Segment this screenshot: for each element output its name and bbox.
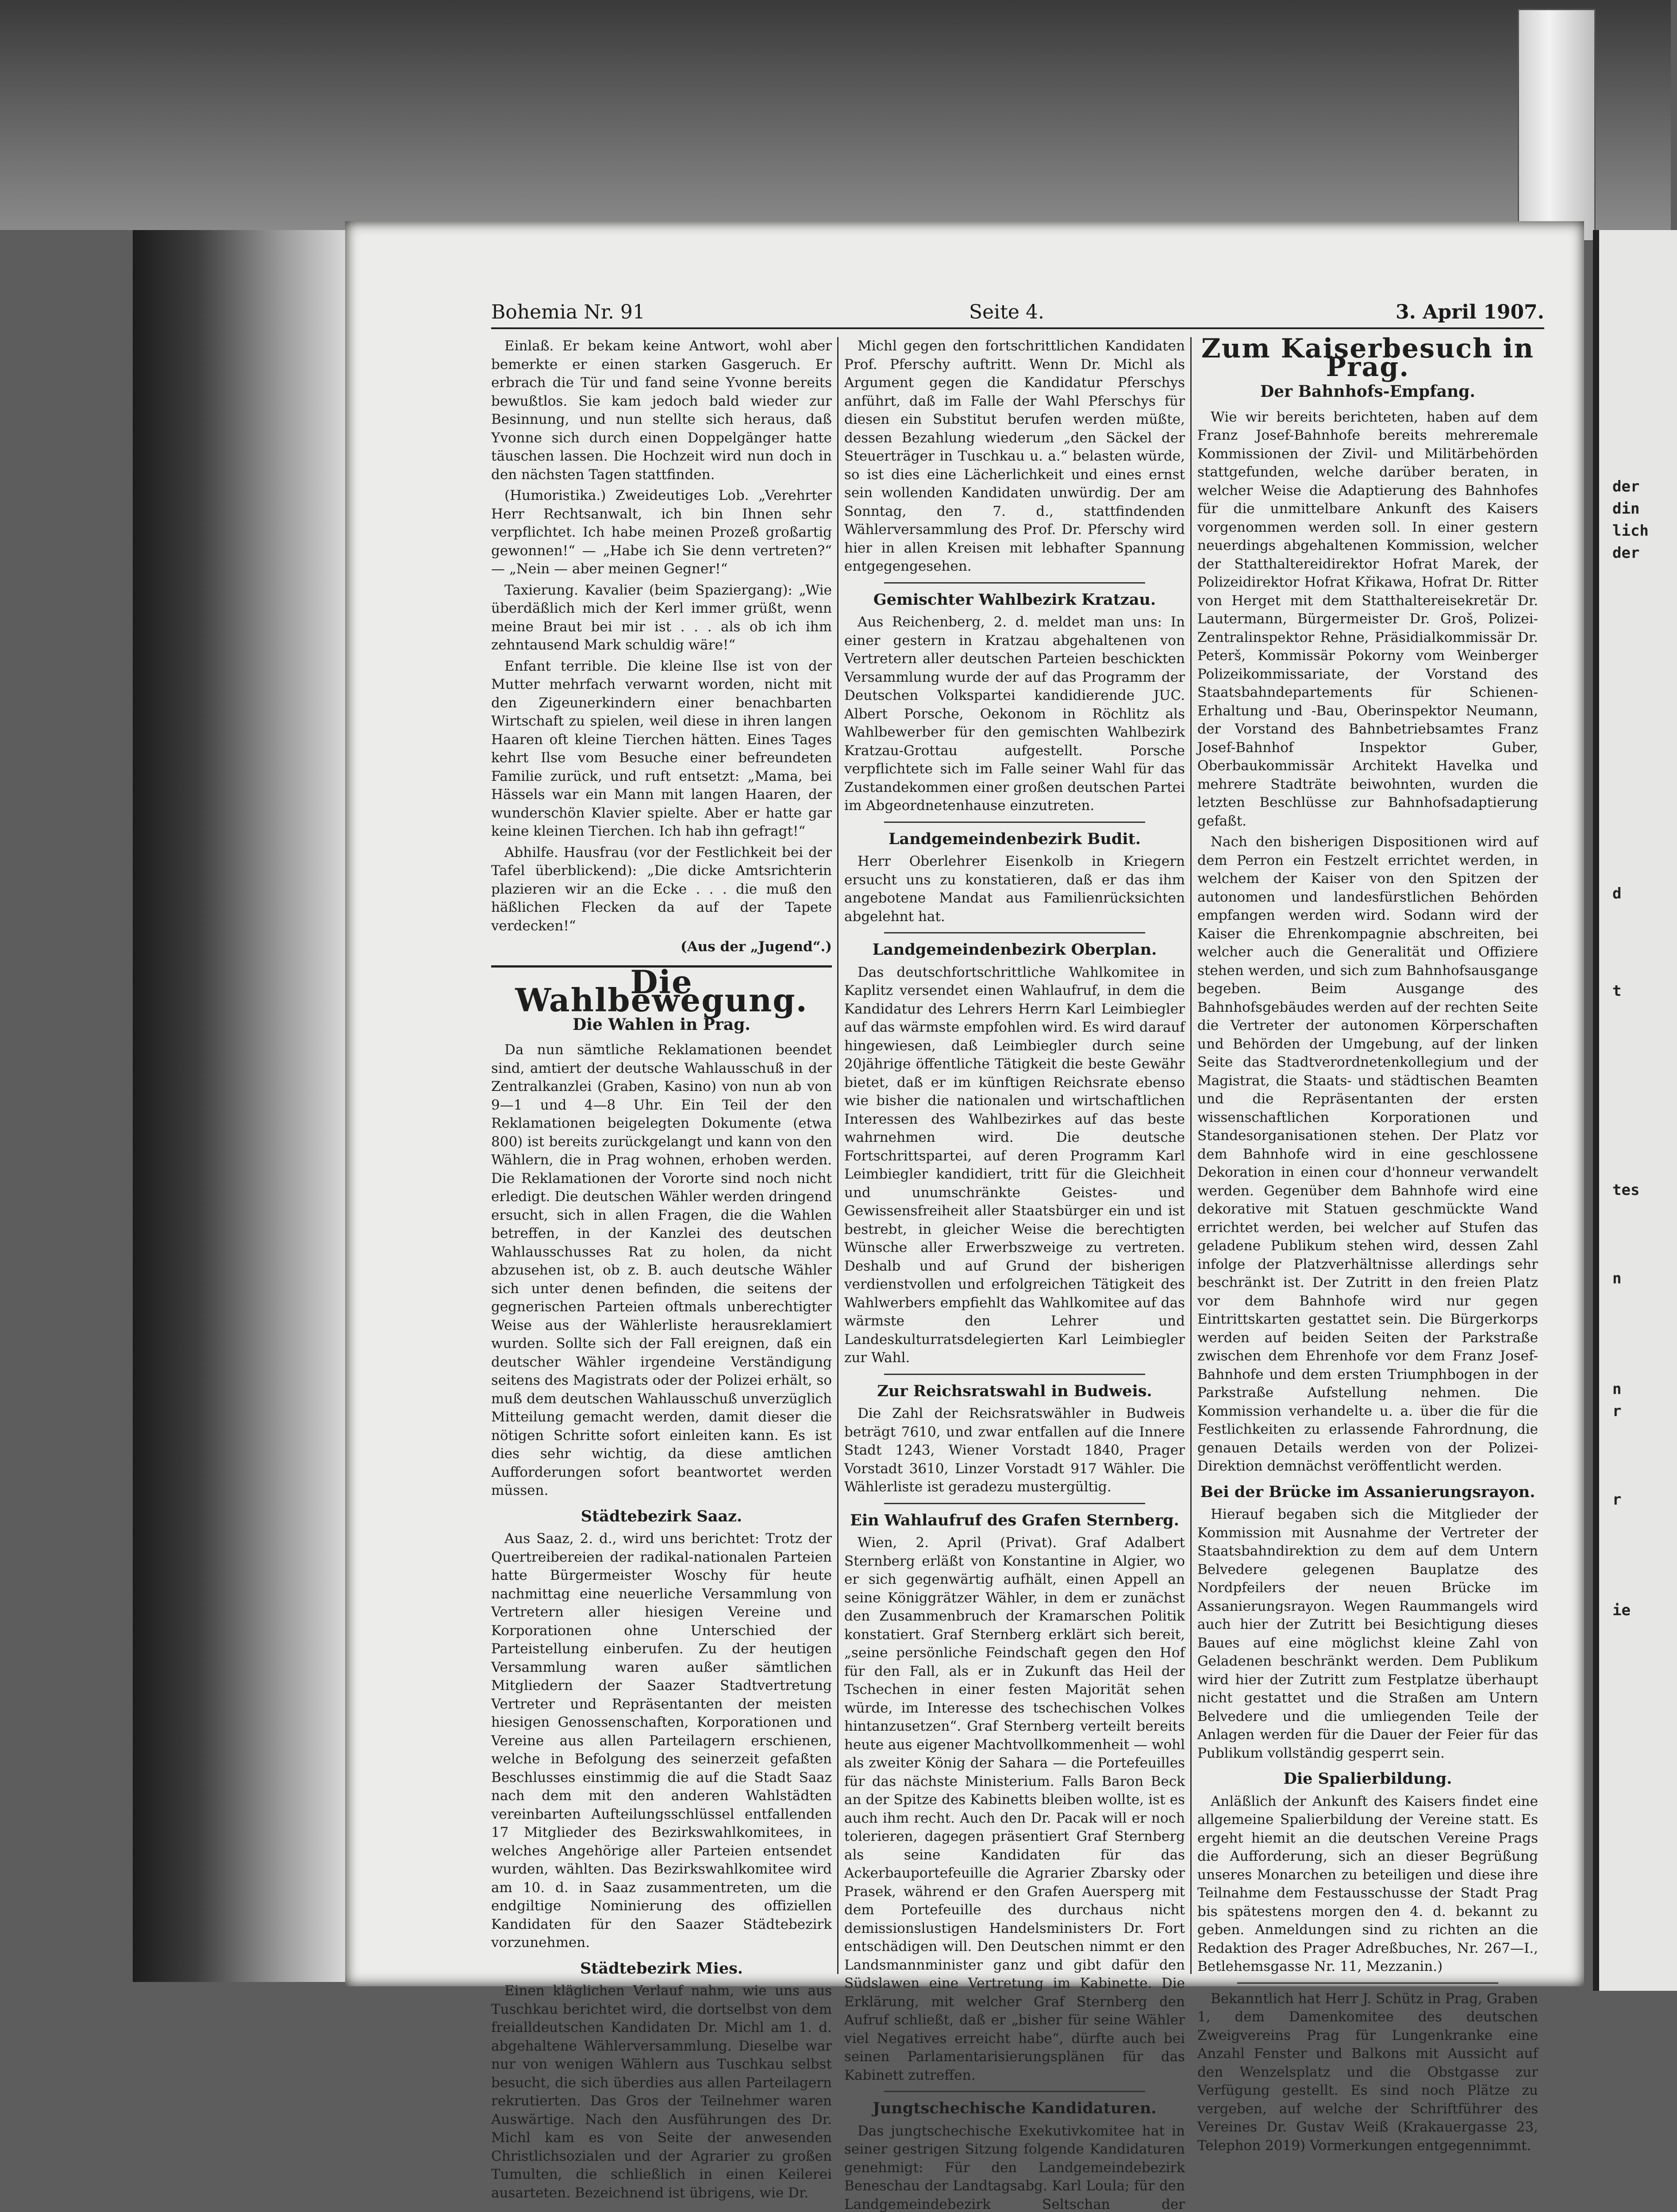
article-heading: Landgemeindenbezirk Oberplan. xyxy=(844,941,1185,959)
text-fragment: ie xyxy=(1612,1601,1631,1619)
article-heading: Zur Reichsratswahl in Budweis. xyxy=(844,1382,1185,1401)
column-1 xyxy=(491,337,832,1983)
paragraph: Herr Oberlehrer Eisenkolb in Kriegern ersucht uns zu konstatieren, daß er das ihm angebotene Mandat aus Familienrücksichten abgelehnt hat. xyxy=(844,853,1185,926)
text-fragment: n xyxy=(1612,1270,1621,1287)
text-fragment: r xyxy=(1612,1402,1621,1420)
text-fragment: r xyxy=(1612,1491,1621,1509)
source-note: (Aus der „Jugend“.) xyxy=(491,938,832,956)
article-heading: Ein Wahlaufruf des Grafen Sternberg. xyxy=(844,1511,1185,1530)
paragraph: Das deutschfortschrittliche Wahlkomitee in Kaplitz versendet einen Wahlaufruf, in dem die Kandidatur des Lehrers Herrn Karl Leimbiegler auf das wärmste empfohlen wird. Es wird darauf hingewiesen, daß Leimbiegler durch seine 20jährige öffentliche Tätigkeit die beste Gewähr bietet, daß er im künftigen Reichsrate ebenso wie bisher die nationalen und wirtschaftlichen Interessen des Wahlbezirkes auf das beste wahrnehmen wird. Die deutsche Fortschrittspartei, auf deren Programm Karl Leimbiegler kandidiert, tritt für die Gleichheit und unumschränkte Geistes- und Gewissensfreiheit aller Staatsbürger ein und ist bestrebt, in gleicher Weise die berechtigten Wünsche aller Erwerbszweige zu vertreten. Deshalb und auf Grund der bisherigen verdienstvollen und erfolgreichen Tätigkeit des Wahlwerbers empfiehlt das Wahlkomitee auf das wärmste den Lehrer und Landeskulturratsdelegierten Karl Leimbiegler zur Wahl. xyxy=(844,964,1185,1367)
section-title: Die Wahlbewegung. xyxy=(491,965,832,1010)
paragraph: Enfant terrible. Die kleine Ilse ist von der Mutter mehrfach verwarnt worden, nicht mit den Zigeunerkindern einer benachbarten Wirtschaft zu spielen, weil diese in ihren langen Haaren oft kleine Tierchen hätten. Eines Tages kehrt Ilse vom Besuche einer befreundeten Familie zurück, und ruft entsetzt: „Mama, bei Hässels war ein Mann mit langen Haaren, der wunderschön Klavier spielte. Aber er hatte gar keine kleinen Tierchen. Ich hab ihn gefragt!“ xyxy=(491,657,832,841)
divider xyxy=(884,2091,1145,2092)
article-heading: Der Bahnhofs-Empfang. xyxy=(1197,383,1538,401)
paragraph: Bekanntlich hat Herr J. Schütz in Prag, Graben 1, dem Damenkomitee des deutschen Zweigvereins Prag für Lungenkranke eine Anzahl Fenster und Balkons mit Aussicht auf den Wenzelsplatz und die Obstgasse zur Verfügung gestellt. Es sind noch Plätze zu vergeben, auf welche der Schriftführer des Vereines Dr. Gustav Weiß (Krakauergasse 23, Telephon 2019) Vormerkungen entgegennimmt. xyxy=(1197,1990,1538,2155)
article-heading: Bei der Brücke im Assanierungsrayon. xyxy=(1197,1483,1538,1502)
divider xyxy=(884,1374,1145,1375)
paragraph: Das jungtschechische Exekutivkomitee hat in seiner gestrigen Sitzung folgende Kandidaturen genehmigt: Für den Landgemeindebezirk Beneschau der Landtagsabg. Karl Loula; für den Landgemeindebezirk Seltschan der xyxy=(844,2122,1185,2212)
scan-background xyxy=(0,0,1671,230)
book-spine xyxy=(133,230,345,1982)
article-heading: Jungtschechische Kandidaturen. xyxy=(844,2099,1185,2118)
newspaper-page xyxy=(345,221,1584,1986)
paragraph: Wie wir bereits berichteten, haben auf dem Franz Josef-Bahnhofe bereits mehreremale Kommissionen der Zivil- und Militärbehörden stattgefunden, welche darüber beraten, in welcher Weise die Adaptierung des Bahnhofes für die unmittelbare Ankunft des Kaisers vorgenommen werden soll. In einer gestern neuerdings abgehaltenen Kommission, welcher der Statthaltereidirektor Hofrat Marek, der Polizeidirektor Hofrat Křikawa, Hofrat Dr. Ritter von Herget mit dem Statthaltereisekretär Dr. Lautermann, Bürgermeister Dr. Groš, Polizei-Zentralinspektor Rehne, Präsidialkommissär Dr. Peterš, Kommissär Pokorny vom Weinberger Polizeikommissariate, der Vorstand des Staatsbahndepartements für Schienen-Erhaltung und -Bau, Oberinspektor Neumann, der Vorstand des Bahnbetriebsamtes Franz Josef-Bahnhof Inspektor Guber, Oberbaukommissär Architekt Havelka und mehrere Stadträte beiwohnten, wurden die letzten Beschlüsse zur Bahnhofsadaptierung gefaßt. xyxy=(1197,408,1538,831)
divider xyxy=(884,1503,1145,1504)
paragraph: Einen kläglichen Verlauf nahm, wie uns aus Tuschkau berichtet wird, die dortselbst von dem freialldeutschen Kandidaten Dr. Michl am 1. d. abgehaltene Wählerversammlung. Dieselbe war nur von wenigen Wählern aus Tuschkau selbst besucht, die sich überdies aus allen Parteilagern rekrutierten. Das Gros der Teilnehmer waren Auswärtige. Nach den Ausführungen des Dr. Michl kam es von Seite der anwesenden Christlichsozialen und der Agrarier zu großen Tumulten, die schließlich in einen Keilerei ausarteten. Bezeichnend ist übrigens, wie Dr. xyxy=(491,1982,832,2202)
divider xyxy=(1237,1982,1498,1984)
text-fragment: d xyxy=(1612,885,1621,902)
column-rule xyxy=(837,337,838,1974)
paragraph: Abhilfe. Hausfrau (vor der Festlichkeit bei der Tafel überblickend): „Die dicke Amtsrichterin plazieren wir an die Ecke . . . die muß den häßlichen Flecken da auf der Tapete verdecken!“ xyxy=(491,844,832,936)
paragraph: Aus Reichenberg, 2. d. meldet man uns: In einer gestern in Kratzau abgehaltenen von Vertretern aller deutschen Parteien beschickten Versammlung wurde der auf das Programm der Deutschen Volkspartei kandidierende JUC. Albert Porsche, Oekonom in Röchlitz als Wahlbewerber für den gemischten Wahlbezirk Kratzau-Grottau aufgestellt. Porsche verpflichtete sich im Falle seiner Wahl für das Zustandekommen einer großen deutschen Partei im Abgeordnetenhause einzutreten. xyxy=(844,613,1185,815)
divider xyxy=(884,822,1145,823)
paragraph: Einlaß. Er bekam keine Antwort, wohl aber bemerkte er einen starken Gasgeruch. Er erbrach die Tür und fand seine Yvonne bereits bewußtlos. Sie kam jedoch bald wieder zur Besinnung, und nun stellte sich heraus, daß Yvonne sich durch einen Doppelgänger hatte täuschen lassen. Die Hochzeit wird nun doch in den nächsten Tagen stattfinden. xyxy=(491,337,832,484)
paragraph: Nach den bisherigen Dispositionen wird auf dem Perron ein Festzelt errichtet werden, in welchem der Kaiser von den Spitzen der autonomen und landesfürstlichen Behörden empfangen werden wird. Sodann wird der Kaiser die Ehrenkompagnie abschreiten, bei welcher auch die Generalität und Offiziere stehen werden, und sich zum Bahnhofsausgange begeben. Beim Ausgange des Bahnhofsgebäudes werden auf der rechten Seite die Vertreter der autonomen Körperschaften und Behörden der Umgebung, auf der linken Seite das Stadtverordnetenkollegium und der Magistrat, die Staats- und städtischen Beamten und die Repräsentanten der ersten wissenschaftlichen Korporationen und Standesorganisationen stehen. Der Platz vor dem Bahnhofe wird in eine geschlossene Dekoration in einen cour d'honneur verwandelt werden. Gegenüber dem Bahnhofe wird eine dekorative mit Statuen geschmückte Wand errichtet werden, bei welcher auf Stufen das geladene Publikum stehen wird, dessen Zahl infolge der Platzverhältnisse allerdings sehr beschränkt ist. Der Zutritt in den freien Platz vor dem Bahnhofe wird nur gegen Eintrittskarten gestattet sein. Die Bürgerkorps werden auf beiden Seiten der Parkstraße zwischen dem Ehrenhofe vor dem Franz Josef-Bahnhofe und dem ersten Triumphbogen in der Parkstraße Aufstellung nehmen. Die Kommission verhandelte u. a. über die für die Festlichkeiten zu erlassende Fahrordnung, die genauen Details werden von der Polizei-Direktion demnächst veröffentlicht werden. xyxy=(1197,833,1538,1476)
text-fragment: n xyxy=(1612,1380,1621,1398)
column-2 xyxy=(844,337,1185,1983)
text-fragment: lich xyxy=(1612,522,1649,540)
article-heading: Die Spalierbildung. xyxy=(1197,1770,1538,1788)
article-heading: Gemischter Wahlbezirk Kratzau. xyxy=(844,591,1185,609)
masthead: Bohemia Nr. 91 xyxy=(491,301,645,323)
page-number: Seite 4. xyxy=(969,301,1044,323)
text-fragment: tes xyxy=(1612,1181,1639,1199)
paragraph: (Humoristika.) Zweideutiges Lob. „Verehrter Herr Rechtsanwalt, ich bin Ihnen sehr verpflichtet. Ich habe meinen Prozeß großartig gewonnen!“ — „Habe ich Sie denn vertreten?“ — „Nein — aber meinen Gegner!“ xyxy=(491,487,832,579)
text-fragment: din xyxy=(1612,500,1639,518)
text-fragment: der xyxy=(1612,544,1639,562)
article-heading: Städtebezirk Saaz. xyxy=(491,1507,832,1526)
divider xyxy=(884,932,1145,933)
divider xyxy=(884,582,1145,584)
text-fragment: t xyxy=(1612,982,1621,1000)
paragraph: Michl gegen den fortschrittlichen Kandidaten Prof. Pferschy auftritt. Wenn Dr. Michl als Argument gegen die Kandidatur Pferschys anführt, daß im Falle der Wahl Pferschys für diesen ein Substitut berufen werden müßte, dessen Bezahlung wiederum „den Säckel der Steuerträger in Tuschkau u. a.“ belasten würde, so ist dies eine Lächerlichkeit und eines ernst sein wollenden Kandidaten unwürdig. Der am Sonntag, den 7. d., stattfindenden Wählerversammlung des Prof. Dr. Pferschy wird hier in allen Kreisen mit lebhafter Spannung entgegengesehen. xyxy=(844,337,1185,576)
paragraph: Wien, 2. April (Privat). Graf Adalbert Sternberg erläßt von Konstantine in Algier, wo er sich gegenwärtig aufhält, einen Appell an seine Königgrätzer Wähler, in dem er zunächst den Zusammenbruch der Kramarschen Politik konstatiert. Graf Sternberg erklärt sich bereit, „seine persönliche Feindschaft gegen den Hof für den Fall, als er in Zukunft das Heil der Tschechen in einer festen Majorität sehen würde, im Interesse des tschechischen Volkes hintanzusetzen“. Graf Sternberg verteilt bereits heute aus eigener Machtvollkommenheit — wohl als zweiter König der Sahara — die Portefeuilles für das nächste Ministerium. Falls Baron Beck an der Spitze des Kabinetts bleiben wollte, ist es auch ihm recht. Auch den Dr. Pacak will er noch tolerieren, dagegen präsentiert Graf Sternberg als seine Kandidaten für das Ackerbauportefeuille die Agrarier Zbarsky oder Prasek, während er den Grafen Auersperg mit dem Portefeuille des durchaus nicht demissionslustigen Handelsministers Dr. Fort entschädigen will. Den Deutschen nimmt er den Landsmannminister ganz und gibt dafür den Südslawen eine Vertretung im Kabinette. Die Erklärung, mit welcher Graf Sternberg den Aufruf schließt, daß er „bisher für seine Wähler viel Negatives erreicht habe“, dürfte auch bei seinen Parlamentarisierungsplänen für das Kabinett zutreffen. xyxy=(844,1534,1185,2085)
paragraph: Aus Saaz, 2. d., wird uns berichtet: Trotz der Quertreibereien der radikal-nationalen Parteien hatte Bürgermeister Woschy für heute nachmittag eine neuerliche Versammlung von Vertretern aller hiesigen Vereine und Korporationen ohne Unterschied der Parteistellung einberufen. Zu der heutigen Versammlung waren außer sämtlichen Mitgliedern der Saazer Stadtvertretung Vertreter und Repräsentanten der meisten hiesigen Genossenschaften, Korporationen und Vereine aus allen Parteilagern erschienen, welche in Befolgung des seinerzeit gefaßten Beschlusses einstimmig die auf die Stadt Saaz nach dem mit den anderen Wahlstädten vereinbarten Aufteilungsschlüssel entfallenden 17 Mitglieder des Bezirkswahlkomitees, in welches Angehörige aller Parteien entsendet wurden, wählten. Das Bezirkswahlkomitee wird am 10. d. in Saaz zusammentreten, um die endgiltige Nominierung des offiziellen Kandidaten für den Saazer Städtebezirk vorzunehmen. xyxy=(491,1530,832,1952)
article-heading: Landgemeindenbezirk Budit. xyxy=(844,830,1185,849)
article-heading: Städtebezirk Mies. xyxy=(491,1959,832,1978)
text-fragment: der xyxy=(1612,478,1639,495)
article-heading: Die Wahlen in Prag. xyxy=(491,1016,832,1034)
column-3 xyxy=(1197,337,1538,1983)
paragraph: Die Zahl der Reichsratswähler in Budweis beträgt 7610, und zwar entfallen auf die Innere Stadt 1243, Wiener Vorstadt 1840, Prager Vorstadt 3610, Linzer Vorstadt 917 Wähler. Die Wählerliste ist geradezu mustergültig. xyxy=(844,1405,1185,1497)
paragraph: Hierauf begaben sich die Mitglieder der Kommission mit Ausnahme der Vertreter der Staatsbahndirektion zu dem auf dem Untern Belvedere gelegenen Bauplatze des Nordpfeilers der neuen Brücke im Assanierungsrayon. Wegen Raummangels wird auch hier der Zutritt bei Besichtigung dieses Baues auf eine möglichst kleine Zahl von Geladenen beschränkt werden. Dem Publikum wird hier der Zutritt zum Festplatze überhaupt nicht gestattet und die Straßen am Untern Belvedere und die umliegenden Teile der Anlagen werden für die Dauer der Feier für das Publikum vollständig gesperrt sein. xyxy=(1197,1505,1538,1763)
paragraph: Taxierung. Kavalier (beim Spaziergang): „Wie überdäßlich mich der Kerl immer grüßt, wenn meine Braut bei mir ist . . . als ob ich ihm zehntausend Mark schuldig wäre!“ xyxy=(491,581,832,655)
section-title: Zum Kaiserbesuch in Prag. xyxy=(1197,340,1538,376)
paragraph: Da nun sämtliche Reklamationen beendet sind, amtiert der deutsche Wahlausschuß in der Zentralkanzlei (Graben, Kasino) von nun ab von 9—1 und 4—8 Uhr. Ein Teil der den Reklamationen beigelegten Dokumente (etwa 800) ist bereits zurückgelangt und kann von den Wählern, die in Prag wohnen, erhoben werden. Die Reklamationen der Vororte sind noch nicht erledigt. Die deutschen Wähler werden dringend ersucht, sich in allen Fragen, die die Wahlen betreffen, in der Kanzlei des deutschen Wahlausschusses Rat zu holen, da nicht abzusehen ist, ob z. B. auch deutsche Wähler sich unter denen befinden, die seitens der gegnerischen Parteien oftmals unberechtigter Weise aus der Wählerliste herausreklamiert wurden. Sollte sich der Fall ereignen, daß ein deutscher Wähler irgendeine Verständigung seitens des Magistrats oder der Polizei erhält, so muß dem deutschen Wahlausschuß unverzüglich Mitteilung gemacht werden, damit dieser die nötigen Schritte sofort einleiten kann. Es ist dies sehr wichtig, da diese amtlichen Aufforderungen sofort beantwortet werden müssen. xyxy=(491,1041,832,1500)
paragraph: Anläßlich der Ankunft des Kaisers findet eine allgemeine Spalierbildung der Vereine statt. Es ergeht hiemit an die deutschen Vereine Prags die Aufforderung, sich an dieser Begrüßung unseres Monarchen zu beteiligen und diese ihre Teilnahme dem Festausschusse der Stadt Prag bis spätestens morgen den 4. d. bekannt zu geben. Anmeldungen sind zu richten an die Redaktion des Prager Adreßbuches, Nr. 267—I., Betlehemsgasse Nr. 11, Mezzanin.) xyxy=(1197,1793,1538,1976)
column-rule xyxy=(1190,337,1192,1974)
wooden-ruler xyxy=(1518,9,1596,242)
issue-date: 3. April 1907. xyxy=(1396,301,1544,323)
page-header xyxy=(491,301,1544,329)
next-page-edge xyxy=(1593,230,1677,1991)
